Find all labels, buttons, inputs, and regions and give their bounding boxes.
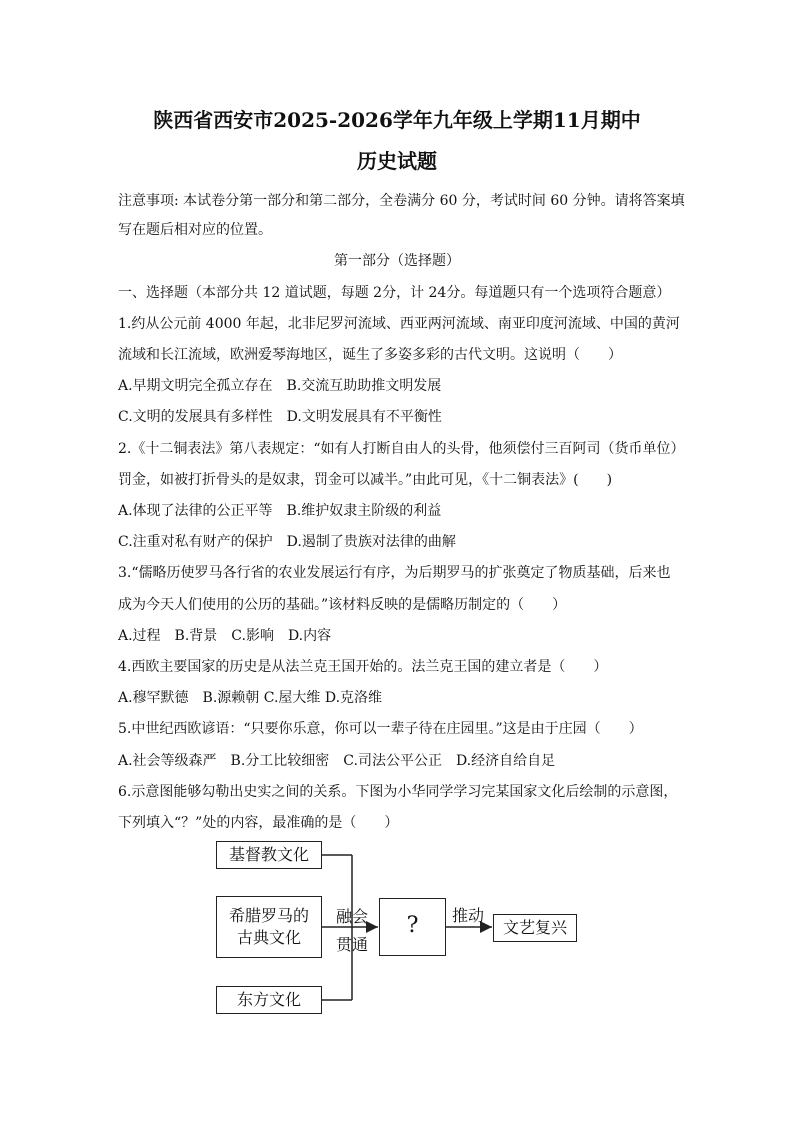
question-6-line-1: 6.示意图能够勾勒出史实之间的关系。下图为小华同学学习完某国家文化后绘制的示意图， <box>118 784 678 800</box>
christian-culture-label: 基督教文化 <box>228 845 309 864</box>
part-heading: 第一部分（选择题） <box>334 253 460 269</box>
question-3-options: A.过程 B.背景 C.影响 D.内容 <box>118 628 332 644</box>
question-1-options-1: A.早期文明完全孤立存在 B.交流互助助推文明发展 <box>118 378 442 394</box>
question-2-line-2: 罚金，如被打折骨头的是奴隶，罚金可以减半。”由此可见，《十二铜表法》( ) <box>118 472 613 488</box>
merge-label-line-2: 贯通 <box>336 935 369 954</box>
question-3-line-1: 3.“儒略历使罗马各行省的农业发展运行有序，为后期罗马的扩张奠定了物质基础，后来也 <box>118 565 671 581</box>
question-2-options-2: C.注重对私有财产的保护 D.遏制了贵族对法律的曲解 <box>118 534 456 550</box>
page-title: 陕西省西安市2025-2026学年九年级上学期11月期中 <box>153 108 641 132</box>
merge-label-line-1: 融会 <box>336 907 369 926</box>
eastern-culture-label: 东方文化 <box>236 990 301 1009</box>
eastern-culture-box <box>216 986 322 1014</box>
question-4-options: A.穆罕默德 B.源赖朝 C.屋大维 D.克洛维 <box>118 690 383 706</box>
notice-line-1: 注意事项: 本试卷分第一部分和第二部分，全卷满分 60 分，考试时间 60 分钟。请将答案填 <box>118 193 685 209</box>
greco-roman-label-line-2: 古典文化 <box>236 928 301 947</box>
renaissance-box <box>493 914 577 942</box>
question-5-options: A.社会等级森严 B.分工比较细密 C.司法公平公正 D.经济自给自足 <box>118 753 556 769</box>
page-subtitle: 历史试题 <box>357 149 437 173</box>
renaissance-label: 文艺复兴 <box>502 918 567 937</box>
question-2-line-1: 2.《十二铜表法》第八表规定：“如有人打断自由人的头骨，他须偿付三百阿司（货币单位） <box>118 441 685 457</box>
question-3-line-2: 成为今天人们使用的公历的基础。”该材料反映的是儒略历制定的（ ） <box>118 597 567 613</box>
question-1-line-2: 流域和长江流域，欧洲爱琴海地区，诞生了多姿多彩的古代文明。这说明（ ） <box>118 347 622 363</box>
question-2-options-1: A.体现了法律的公正平等 B.维护奴隶主阶级的利益 <box>118 503 442 519</box>
greco-roman-culture-box <box>216 896 322 958</box>
question-4-line-1: 4.西欧主要国家的历史是从法兰克王国开始的。法兰克王国的建立者是（ ） <box>118 659 608 675</box>
unknown-culture-box <box>379 898 446 956</box>
christian-culture-box <box>216 841 322 869</box>
question-1-options-2: C.文明的发展具有多样性 D.文明发展具有不平衡性 <box>118 409 442 425</box>
question-1-line-1: 1.约从公元前 4000 年起，北非尼罗河流域、西亚两河流域、南亚印度河流域、中国的黄河 <box>118 316 680 332</box>
section-heading: 一、选择题（本部分共 12 道试题，每题 2分，计 24分。每道题只有一个选项符合题意） <box>118 285 671 301</box>
question-6-line-2: 下列填入“？”处的内容，最准确的是（ ） <box>118 815 399 831</box>
greco-roman-label-line-1: 希腊罗马的 <box>228 906 309 925</box>
question-mark: ? <box>406 913 419 938</box>
promote-label: 推动 <box>452 906 485 925</box>
notice-line-2: 写在题后相对应的位置。 <box>118 222 272 238</box>
question-5-line-1: 5.中世纪西欧谚语：“只要你乐意，你可以一辈子待在庄园里。”这是由于庄园（ ） <box>118 721 643 737</box>
